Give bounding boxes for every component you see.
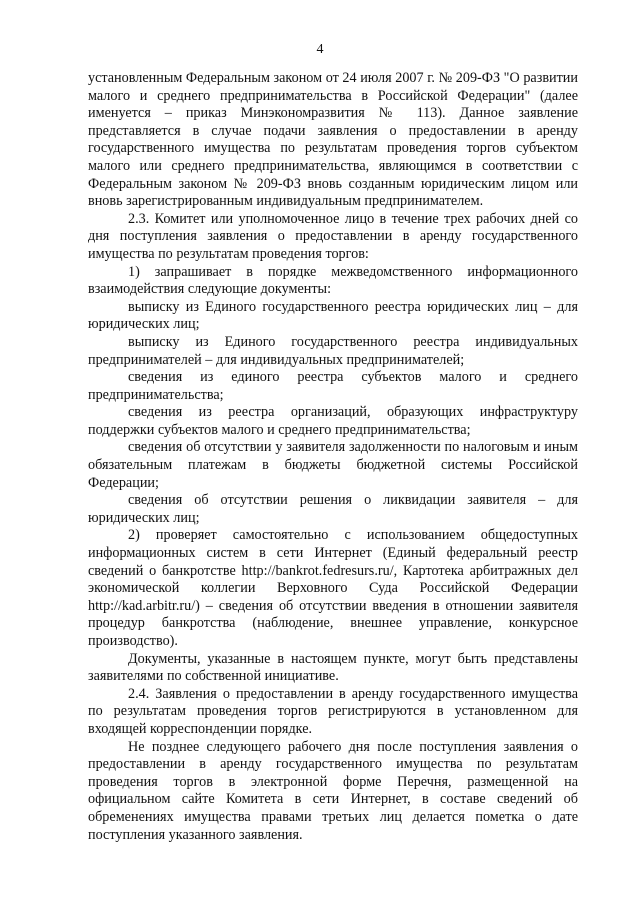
paragraph-infrastructure-registry: сведения из реестра организаций, образующих инфраструктуру поддержки субъектов малого и среднего предпринимательства;: [88, 404, 578, 438]
paragraph-clause-2-3: 2.3. Комитет или уполномоченное лицо в течение трех рабочих дней со дня поступления заявления о предоставлении в аренду государственного имущества по результатам проведения торгов:: [88, 210, 578, 262]
paragraph-tax-debt: сведения об отсутствии у заявителя задолженности по налоговым и иным обязательным платежам в бюджеты бюджетной системы Российской Федерации;: [88, 439, 578, 491]
paragraph-next-working-day: Не позднее следующего рабочего дня после поступления заявления о предоставлении в аренду государственного имущества по результатам проведения торгов в электронной форме Перечня, размещенной на официальном сайте Комитета в сети Интернет, в составе сведений об обременениях имущества правами третьих лиц делается пометка о дате поступления указанного заявления.: [88, 738, 578, 843]
paragraph-item-2: 2) проверяет самостоятельно с использованием общедоступных информационных систем в сети Интернет (Единый федеральный реестр сведений о банкротстве http://bankrot.fedresurs.ru/, Картотека арбитражных дел экономической коллегии Верховного Суда Российской Федерации http://kad.arbitr.ru/) – сведения об отсутствии введения в отношении заявителя процедур банкротства (наблюдение, внешнее управление, конкурсное производство).: [88, 527, 578, 649]
paragraph-item-1: 1) запрашивает в порядке межведомственного информационного взаимодействия следующие документы:: [88, 263, 578, 298]
paragraph-continuation: установленным Федеральным законом от 24 июля 2007 г. № 209-ФЗ "О развитии малого и среднего предпринимательства в Российской Федерации" (далее именуется – приказ Минэкономразвития № 113). Данное заявление представляется в случае подачи заявления о предоставлении в аренду государственного имущества по результатам проведения торгов субъектом малого или среднего предпринимательства, являющимся в соответствии с Федеральным законом № 209-ФЗ вновь созданным юридическим лицом или вновь зарегистрированным индивидуальным предпринимателем.: [88, 70, 578, 210]
paragraph-own-initiative: Документы, указанные в настоящем пункте, могут быть представлены заявителями по собственной инициативе.: [88, 650, 578, 685]
paragraph-sme-registry: сведения из единого реестра субъектов малого и среднего предпринимательства;: [88, 369, 578, 403]
page-number: 4: [316, 42, 324, 57]
paragraph-liquidation: сведения об отсутствии решения о ликвидации заявителя – для юридических лиц;: [88, 492, 578, 526]
document-body: [88, 70, 578, 844]
paragraph-clause-2-4: 2.4. Заявления о предоставлении в аренду государственного имущества по результатам проведения торгов регистрируются в установленном для входящей корреспонденции порядке.: [88, 685, 578, 737]
paragraph-legal-entities-extract: выписку из Единого государственного реестра юридических лиц – для юридических лиц;: [88, 298, 578, 333]
paragraph-entrepreneurs-extract: выписку из Единого государственного реестра индивидуальных предпринимателей – для индивидуальных предпринимателей;: [88, 333, 578, 368]
